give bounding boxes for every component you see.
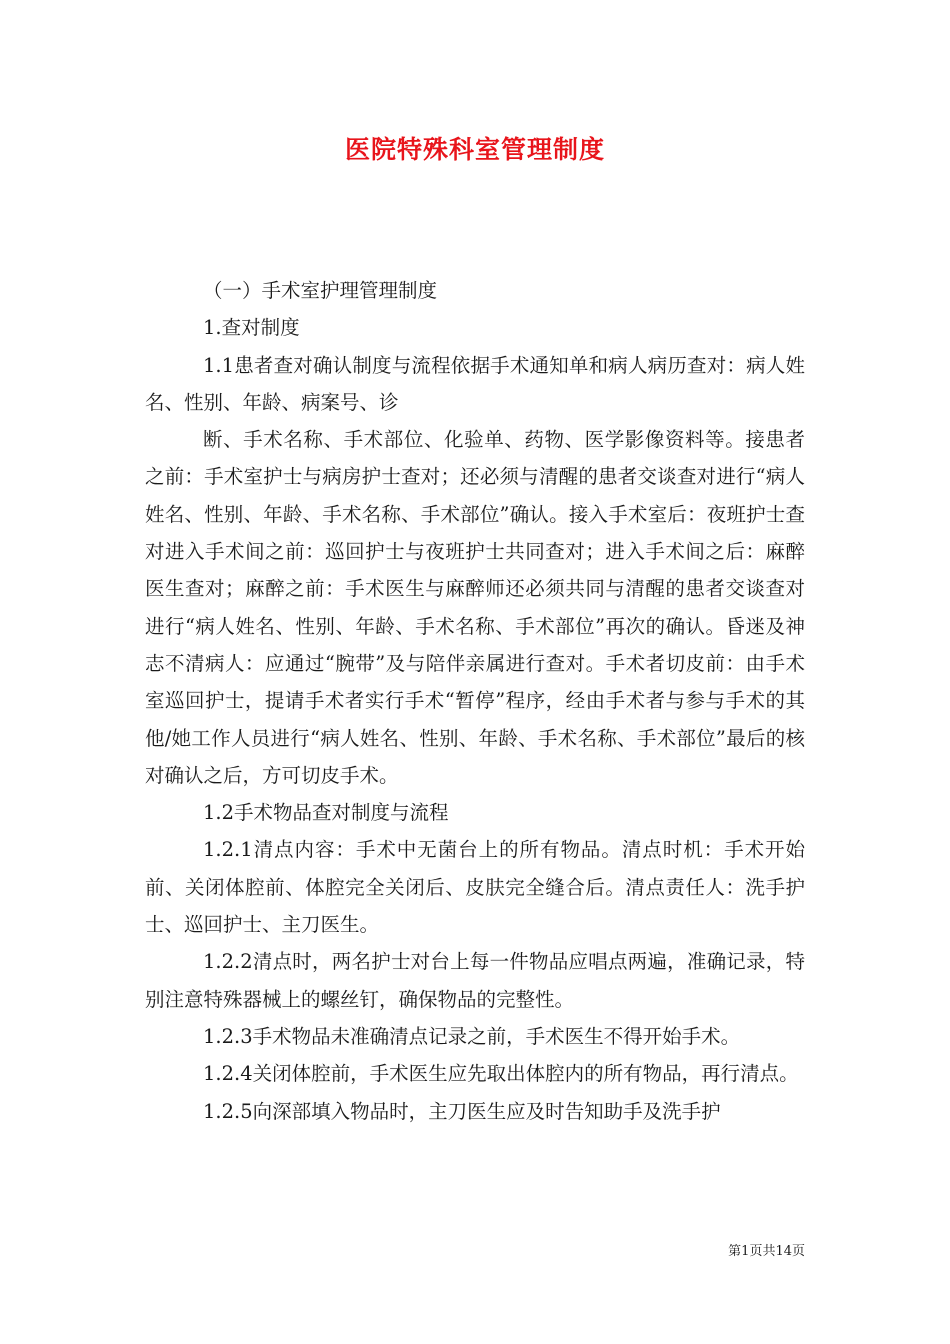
paragraph: 1.查对制度	[203, 316, 300, 340]
paragraph: 1.1患者查对确认制度与流程依据手术通知单和病人病历查对：病人姓名、性别、年龄、病案号、诊	[145, 353, 805, 414]
document-body	[145, 272, 805, 1130]
paragraph: 1.2.1清点内容：手术中无菌台上的所有物品。清点时机：手术开始前、关闭体腔前、体腔完全关闭后、皮肤完全缝合后。清点责任人：洗手护士、巡回护士、主刀医生。	[145, 838, 805, 937]
page-title: 医院特殊科室管理制度	[344, 135, 605, 164]
paragraph: 1.2.3手术物品未准确清点记录之前，手术医生不得开始手术。	[203, 1024, 741, 1048]
section-heading: （一）手术室护理管理制度	[203, 279, 438, 302]
paragraph: 1.2手术物品查对制度与流程	[203, 801, 449, 825]
paragraph: 1.2.5向深部填入物品时，主刀医生应及时告知助手及洗手护	[203, 1099, 721, 1123]
paragraph: 1.2.4关闭体腔前，手术医生应先取出体腔内的所有物品，再行清点。	[203, 1062, 799, 1086]
paragraph: 1.2.2清点时，两名护士对台上每一件物品应唱点两遍，准确记录，特别注意特殊器械上的螺丝钉，确保物品的完整性。	[145, 950, 805, 1011]
page-number: 第1页共14页	[728, 1244, 805, 1259]
paragraph: 断、手术名称、手术部位、化验单、药物、医学影像资料等。接患者之前：手术室护士与病房护士查对；还必须与清醒的患者交谈查对进行“病人姓名、性别、年龄、手术名称、手术部位”确认。接入手术室后：夜班护士查对进入手术间之前：巡回护士与夜班护士共同查对；进入手术间之后：麻醉医生查对；麻醉之前：手术医生与麻醉师还必须共同与清醒的患者交谈查对进行“病人姓名、性别、年龄、手术名称、手术部位”再次的确认。昏迷及神志不清病人：应通过“腕带”及与陪伴亲属进行查对。手术者切皮前：由手术室巡回护士，提请手术者实行手术“暂停”程序，经由手术者与参与手术的其他/她工作人员进行“病人姓名、性别、年龄、手术名称、手术部位”最后的核对确认之后，方可切皮手术。	[145, 428, 805, 787]
